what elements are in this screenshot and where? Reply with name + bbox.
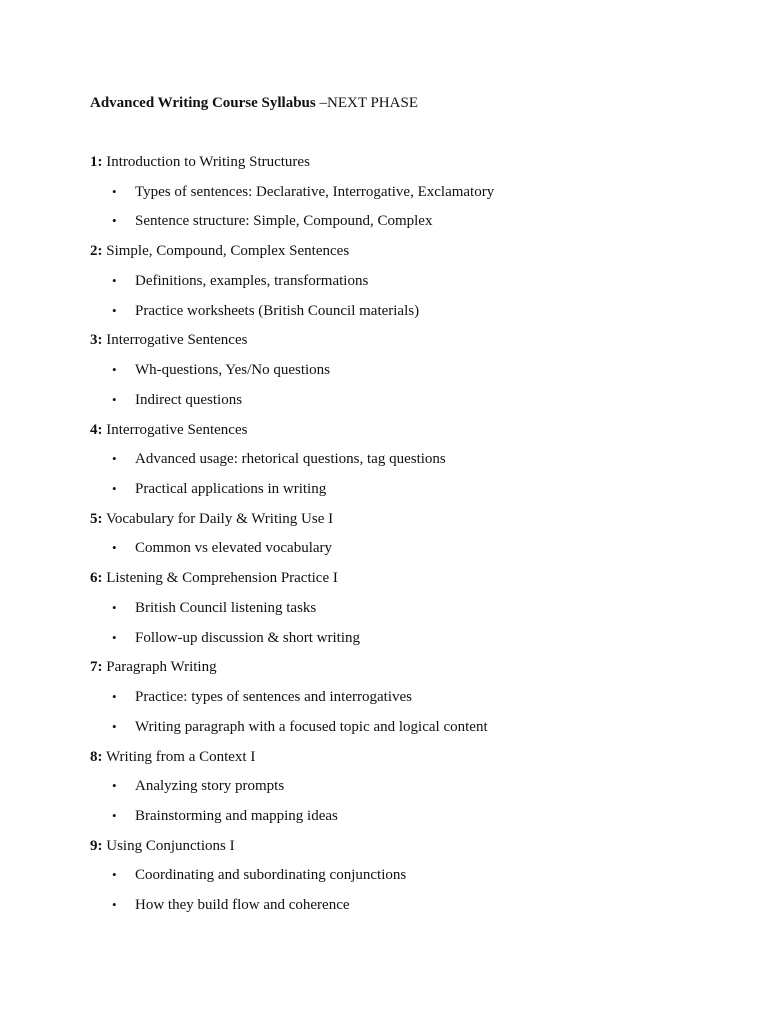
section-item-list [90, 360, 710, 420]
list-item [90, 182, 710, 212]
document-title-rest: –NEXT PHASE [315, 95, 418, 111]
bullet-icon: • [112, 302, 117, 318]
section-item-list [90, 182, 710, 242]
bullet-icon: • [112, 867, 117, 883]
section-number: 5: [90, 510, 103, 527]
list-item [90, 865, 710, 895]
section-title: Vocabulary for Daily & Writing Use I [102, 510, 334, 527]
bullet-icon: • [112, 778, 117, 794]
list-item [90, 895, 710, 925]
list-item-text: Wh-questions, Yes/No questions [135, 361, 331, 378]
list-item [90, 538, 710, 568]
list-item [90, 271, 710, 301]
bullet-icon: • [112, 718, 117, 734]
list-item-text: Brainstorming and mapping ideas [135, 807, 338, 824]
section-number: 1: [90, 154, 103, 170]
section-title: Paragraph Writing [102, 659, 217, 676]
syllabus-section [90, 747, 710, 836]
document-title-bold: Advanced Writing Course Syllabus [90, 95, 316, 111]
section-item-list [90, 271, 710, 331]
bullet-icon: • [112, 451, 117, 467]
bullet-icon: • [112, 391, 117, 407]
bullet-icon: • [112, 807, 117, 823]
section-number: 2: [90, 243, 103, 260]
bullet-icon: • [112, 480, 117, 496]
section-number: 3: [90, 332, 103, 349]
bullet-icon: • [112, 361, 117, 377]
bullet-icon: • [112, 629, 117, 645]
section-item-list [90, 687, 710, 747]
list-item-text: Definitions, examples, transformations [135, 272, 369, 289]
section-title: Interrogative Sentences [102, 421, 248, 438]
section-number: 9: [90, 837, 103, 854]
section-title: Interrogative Sentences [102, 332, 248, 349]
section-number: 4: [90, 421, 103, 438]
syllabus-section [90, 330, 710, 419]
list-item [90, 301, 710, 331]
list-item-text: Coordinating and subordinating conjunctions [135, 867, 407, 884]
list-item [90, 598, 710, 628]
list-item [90, 211, 710, 241]
section-heading [90, 657, 710, 687]
list-item-text: Practice worksheets (British Council materials) [135, 302, 420, 319]
syllabus-sections [90, 152, 710, 925]
section-heading [90, 568, 710, 598]
list-item-text: How they build flow and coherence [135, 897, 350, 914]
section-heading [90, 152, 710, 182]
section-title: Simple, Compound, Complex Sentences [102, 243, 350, 260]
section-number: 8: [90, 748, 103, 765]
list-item [90, 776, 710, 806]
document-page [90, 93, 710, 925]
list-item-text: Indirect questions [135, 391, 243, 408]
section-heading [90, 330, 710, 360]
list-item [90, 687, 710, 717]
bullet-icon: • [112, 272, 117, 288]
list-item [90, 390, 710, 420]
list-item-text: Types of sentences: Declarative, Interrogative, Exclamatory [135, 183, 495, 200]
list-item-text: Analyzing story prompts [135, 778, 285, 795]
section-item-list [90, 865, 710, 925]
bullet-icon: • [112, 183, 117, 199]
list-item [90, 806, 710, 836]
section-number: 7: [90, 659, 103, 676]
document-title [90, 93, 710, 113]
list-item [90, 717, 710, 747]
list-item-text: Follow-up discussion & short writing [135, 629, 361, 646]
syllabus-section [90, 836, 710, 925]
bullet-icon: • [112, 540, 117, 556]
section-title: Listening & Comprehension Practice I [102, 570, 338, 587]
list-item [90, 449, 710, 479]
section-number: 6: [90, 570, 103, 587]
list-item-text: Writing paragraph with a focused topic and logical content [135, 718, 488, 735]
bullet-icon: • [112, 213, 117, 229]
list-item [90, 479, 710, 509]
list-item-text: Common vs elevated vocabulary [135, 540, 333, 557]
section-title: Writing from a Context I [102, 748, 256, 765]
section-heading [90, 420, 710, 450]
syllabus-section [90, 568, 710, 657]
section-heading [90, 241, 710, 271]
list-item [90, 628, 710, 658]
syllabus-section [90, 241, 710, 330]
list-item-text: Sentence structure: Simple, Compound, Complex [135, 213, 433, 230]
list-item [90, 360, 710, 390]
list-item-text: British Council listening tasks [135, 599, 317, 616]
list-item-text: Practice: types of sentences and interrogatives [135, 688, 412, 705]
syllabus-section [90, 509, 710, 568]
syllabus-section [90, 152, 710, 241]
section-heading [90, 836, 710, 866]
section-title: Introduction to Writing Structures [102, 154, 310, 170]
section-heading [90, 747, 710, 777]
section-item-list [90, 598, 710, 658]
section-heading [90, 509, 710, 539]
bullet-icon: • [112, 599, 117, 615]
list-item-text: Practical applications in writing [135, 480, 327, 497]
section-item-list [90, 538, 710, 568]
syllabus-section [90, 657, 710, 746]
bullet-icon: • [112, 897, 117, 913]
section-item-list [90, 776, 710, 836]
section-item-list [90, 449, 710, 509]
bullet-icon: • [112, 688, 117, 704]
syllabus-section [90, 420, 710, 509]
list-item-text: Advanced usage: rhetorical questions, tag questions [135, 451, 446, 468]
section-title: Using Conjunctions I [102, 837, 235, 854]
